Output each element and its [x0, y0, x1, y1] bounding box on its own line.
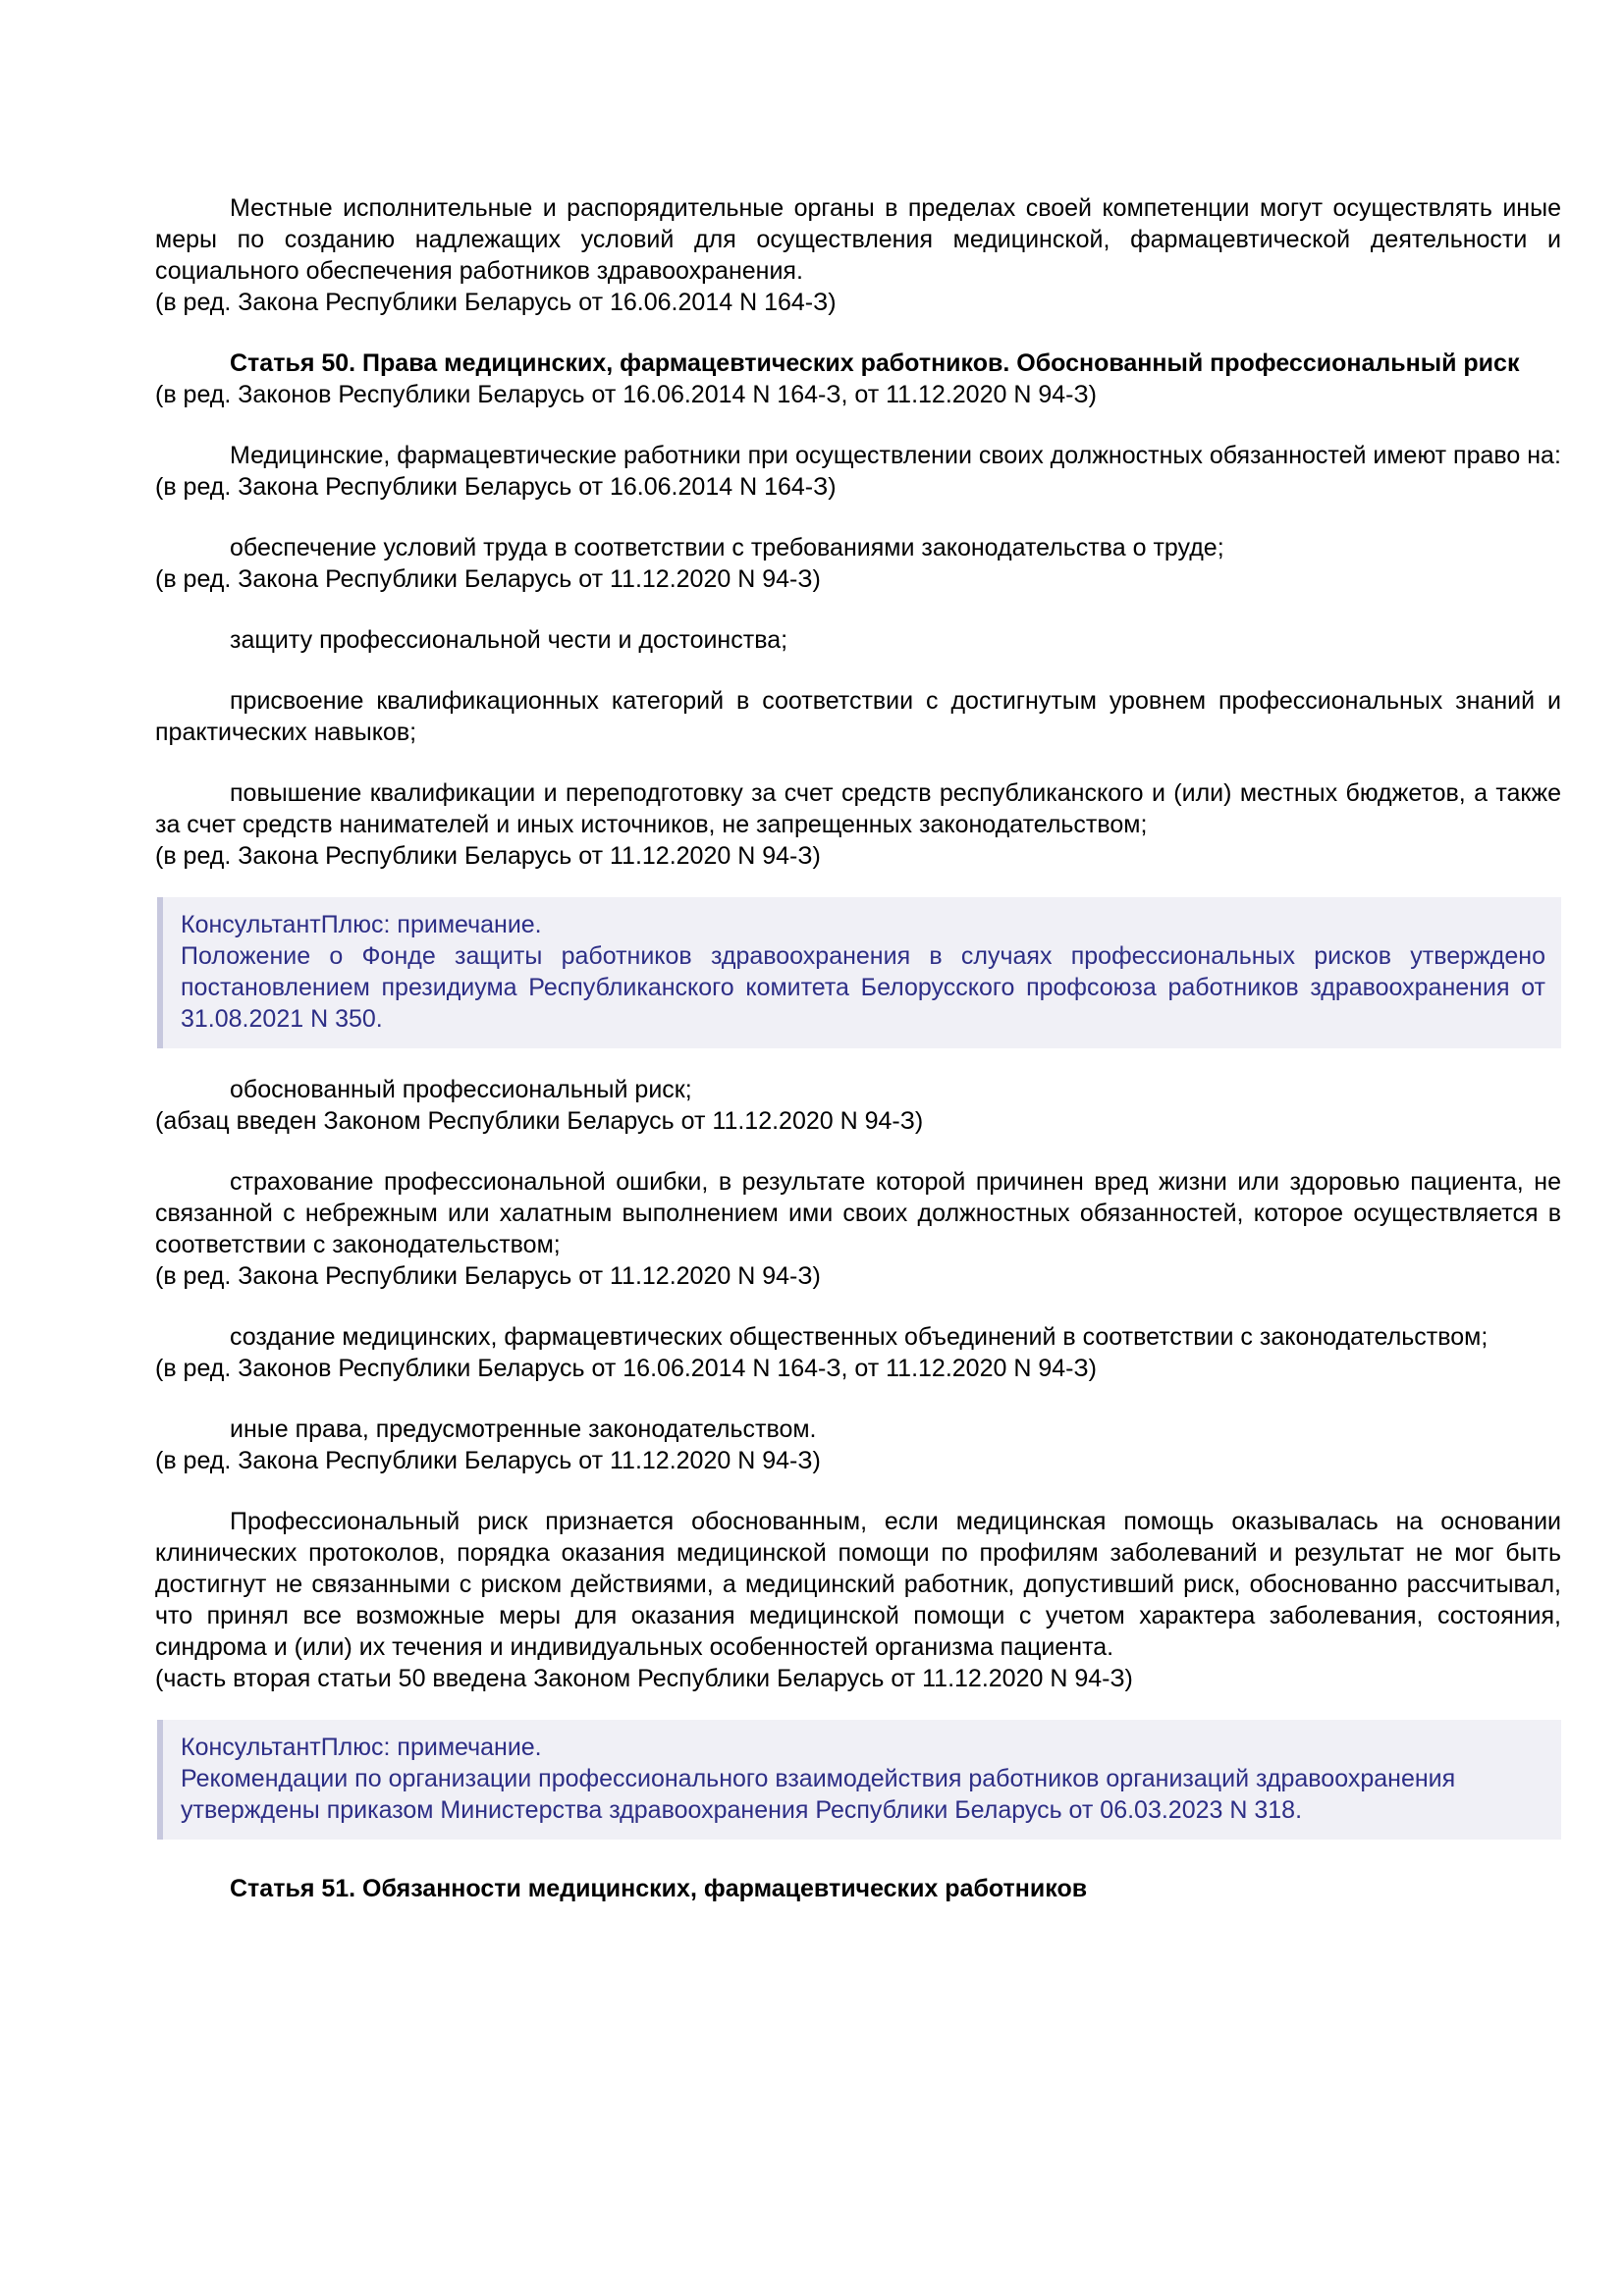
amendment-ref: (абзац введен Законом Республики Беларусь от 11.12.2020 N 94-З) [155, 1107, 924, 1135]
note-text: Положение о Фонде защиты работников здравоохранения в случаях профессиональных рисков утверждено постановлением президиума Республиканского комитета Белорусского профсоюза работников здравоохранения от 31.08.2021 N 350. [181, 942, 1545, 1033]
document-page [155, 192, 1561, 1904]
paragraph-honor-protection: защиту профессиональной чести и достоинства; [230, 626, 788, 654]
paragraph-justified-risk: обоснованный профессиональный риск; [230, 1076, 692, 1103]
paragraph-advanced-training: повышение квалификации и переподготовку за счет средств республиканского и (или) местных бюджетов, а также за счет средств нанимателей и иных источников, не запрещенных законодательством; [155, 779, 1561, 838]
amendment-ref: (в ред. Закона Республики Беларусь от 11.12.2020 N 94-З) [155, 1262, 821, 1290]
consultant-note [157, 897, 1561, 1048]
paragraph-labor-conditions: обеспечение условий труда в соответствии с требованиями законодательства о труде; [230, 534, 1224, 561]
amendment-ref: (в ред. Законов Республики Беларусь от 16.06.2014 N 164-З, от 11.12.2020 N 94-З) [155, 1355, 1097, 1382]
paragraph-error-insurance: страхование профессиональной ошибки, в результате которой причинен вред жизни или здоровью пациента, не связанной с небрежным или халатным выполнением ими своих должностных обязанностей, которое осуществляется в соответствии с законодательством; [155, 1168, 1561, 1258]
amendment-ref: (в ред. Закона Республики Беларусь от 11.12.2020 N 94-З) [155, 1447, 821, 1474]
amendment-ref: (часть вторая статьи 50 введена Законом Республики Беларусь от 11.12.2020 N 94-З) [155, 1665, 1133, 1692]
paragraph-qualification-categories: присвоение квалификационных категорий в соответствии с достигнутым уровнем профессиональных знаний и практических навыков; [155, 687, 1561, 746]
article-50-heading: Статья 50. Права медицинских, фармацевтических работников. Обоснованный профессиональный риск [230, 349, 1520, 377]
note-title: КонсультантПлюс: примечание. [181, 1734, 542, 1761]
paragraph-public-associations: создание медицинских, фармацевтических общественных объединений в соответствии с законодательством; [230, 1323, 1489, 1351]
amendment-ref: (в ред. Закона Республики Беларусь от 16.06.2014 N 164-З) [155, 473, 837, 501]
amendment-ref: (в ред. Закона Республики Беларусь от 16.06.2014 N 164-З) [155, 289, 837, 316]
paragraph-risk-definition: Профессиональный риск признается обоснованным, если медицинская помощь оказывалась на основании клинических протоколов, порядка оказания медицинской помощи по профилям заболеваний и результат не мог быть достигнут не связанными с риском действиями, а медицинский работник, допустивший риск, обоснованно рассчитывал, что принял все возможные меры для оказания медицинской помощи с учетом характера заболевания, состояния, синдрома и (или) их течения и индивидуальных особенностей организма пациента. [155, 1508, 1561, 1661]
consultant-note [157, 1720, 1561, 1840]
paragraph-rights-intro: Медицинские, фармацевтические работники при осуществлении своих должностных обязанностей имеют право на: [230, 442, 1561, 469]
paragraph-local-authorities: Местные исполнительные и распорядительные органы в пределах своей компетенции могут осуществлять иные меры по созданию надлежащих условий для осуществления медицинской, фармацевтической деятельности и социального обеспечения работников здравоохранения. [155, 194, 1561, 285]
amendment-ref: (в ред. Законов Республики Беларусь от 16.06.2014 N 164-З, от 11.12.2020 N 94-З) [155, 381, 1097, 408]
paragraph-other-rights: иные права, предусмотренные законодательством. [230, 1415, 817, 1443]
amendment-ref: (в ред. Закона Республики Беларусь от 11.12.2020 N 94-З) [155, 565, 821, 593]
note-title: КонсультантПлюс: примечание. [181, 911, 542, 938]
article-51-heading: Статья 51. Обязанности медицинских, фармацевтических работников [230, 1875, 1088, 1902]
amendment-ref: (в ред. Закона Республики Беларусь от 11.12.2020 N 94-З) [155, 842, 821, 870]
note-text: Рекомендации по организации профессионального взаимодействия работников организаций здравоохранения утверждены приказом Министерства здравоохранения Республики Беларусь от 06.03.2023 N 318. [181, 1765, 1456, 1824]
